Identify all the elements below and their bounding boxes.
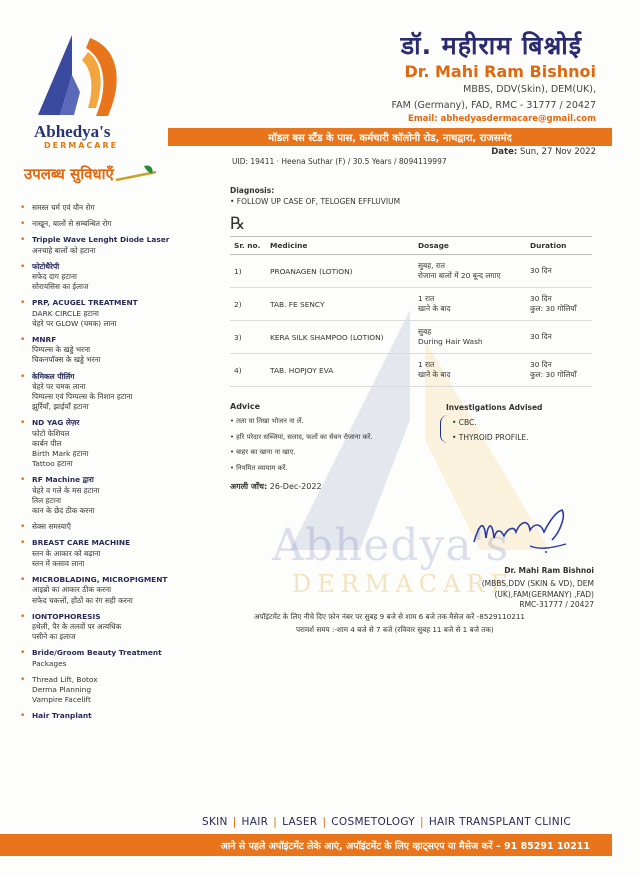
duration-line: कुल: 30 गोलियाँ <box>530 304 577 313</box>
service-title: • केमिकल पीलिंग <box>32 371 75 381</box>
serial-cell: 2) <box>230 288 266 321</box>
sidebar-service-item <box>18 711 198 721</box>
service-separator: | <box>232 816 237 828</box>
service-title: • RF Machine द्वारा <box>32 475 94 485</box>
service-separator: | <box>419 816 424 828</box>
dosage-line: 1 रात <box>418 360 435 369</box>
dosage-line: During Hair Wash <box>418 337 483 346</box>
service-label: COSMETOLOGY <box>331 816 415 828</box>
rx-symbol: ℞ <box>230 214 246 234</box>
dosage-line: सुबह, रात <box>418 261 445 270</box>
sidebar-service-item <box>18 475 198 516</box>
service-line: Birth Mark हटाना <box>32 449 89 459</box>
sidebar-service-item <box>18 418 198 469</box>
service-line: Packages <box>32 658 67 668</box>
diagnosis-value: • FOLLOW UP CASE OF, TELOGEN EFFLUVIUM <box>230 197 401 206</box>
date-line <box>491 147 596 157</box>
service-title: • ND YAG लेज़र <box>32 418 80 428</box>
service-line: स्तन में कसाव लाना <box>32 558 85 568</box>
clinic-logo-icon <box>30 30 130 120</box>
advice-item: • तला या तिखा भोजन ना लें. <box>230 417 304 425</box>
address-bar <box>168 128 612 146</box>
investigations-heading: Investigations Advised <box>446 403 543 412</box>
service-title: • PRP, ACUGEL TREATMENT <box>32 298 138 308</box>
next-visit <box>230 481 322 492</box>
dosage-line: रोजाना बालों में 20 बून्द लगाए <box>418 271 501 280</box>
service-title: • MICROBLADING, MICROPIGMENT <box>32 575 168 585</box>
service-line: स्तन के आकार को बढ़ाना <box>32 548 101 558</box>
duration-line: 30 दिन <box>530 266 552 275</box>
duration-line: 30 दिन <box>530 294 552 303</box>
footer-bar <box>0 834 612 856</box>
sidebar-service-item <box>18 219 198 229</box>
address-text: मॉडल बस स्टैंड के पास, कर्मचारी कॉलोनी रोड, नाथद्वारा, राजसमंद <box>268 133 512 144</box>
service-line: पिम्पल्स एवं पिम्पल्स के निशान हटाना <box>32 392 133 402</box>
services-strip <box>202 816 571 828</box>
sidebar-service-item <box>18 335 198 366</box>
service-title: • Bride/Groom Beauty Treatment <box>32 648 162 658</box>
advice-item: • हरि परेदार सब्जियां, सलाद, फलों का सेवन रोजाना करें. <box>230 432 373 441</box>
serial-cell: 3) <box>230 321 266 354</box>
sidebar-service-item <box>18 648 198 668</box>
doctor-qualification-line2: FAM (Germany), FAD, RMC - 31777 / 20427 <box>391 100 596 111</box>
medicine-cell: TAB. FE SENCY <box>266 288 414 321</box>
patient-info: UID: 19411 · Heena Suthar (F) / 30.5 Years / 8094119997 <box>232 157 447 166</box>
signature-line: RMC-31777 / 20427 <box>519 600 594 609</box>
dosage-line: खाने के बाद <box>418 370 451 379</box>
date-value: Sun, 27 Nov 2022 <box>519 147 596 157</box>
service-title: • BREAST CARE MACHINE <box>32 538 131 548</box>
col-header: Medicine <box>266 237 414 255</box>
signature-qualifications <box>482 579 594 611</box>
dosage-line: खाने के बाद <box>418 304 451 313</box>
duration-cell <box>526 288 592 321</box>
col-header: Duration <box>526 237 592 255</box>
service-separator: | <box>322 816 327 828</box>
diagnosis-heading: Diagnosis: <box>230 186 275 195</box>
service-label: LASER <box>282 816 318 828</box>
sidebar-service-item <box>18 262 198 293</box>
doctor-name-hindi: डॉ. महीराम बिश्नोई <box>400 31 582 60</box>
date-label: Date: <box>491 147 518 157</box>
table-row <box>230 354 592 387</box>
doctor-qualification-line1: MBBS, DDV(Skin), DEM(UK), <box>463 84 596 95</box>
service-line: • Thread Lift, Botox <box>32 674 98 684</box>
next-visit-date: 26-Dec-2022 <box>269 482 322 491</box>
sidebar-service-item <box>18 675 198 706</box>
sidebar-service-item <box>18 522 198 532</box>
duration-cell <box>526 321 592 354</box>
medicine-cell: TAB. HOPJOY EVA <box>266 354 414 387</box>
serial-cell: 1) <box>230 255 266 288</box>
doctor-name-english: Dr. Mahi Ram Bishnoi <box>404 62 596 81</box>
service-title: • IONTOPHORESIS <box>32 611 101 621</box>
table-row <box>230 288 592 321</box>
services-list <box>18 203 198 728</box>
service-line: • नाखून, बालों से सम्बन्धित रोग <box>32 219 112 229</box>
dosage-cell <box>414 255 526 288</box>
watermark-text: Abhedya's <box>272 520 510 571</box>
service-label: HAIR TRANSPLANT CLINIC <box>428 816 571 828</box>
medicine-cell: PROANAGEN (LOTION) <box>266 255 414 288</box>
duration-cell <box>526 354 592 387</box>
dosage-cell <box>414 288 526 321</box>
service-title: • Hair Tranplant <box>32 711 92 721</box>
service-label: HAIR <box>241 816 269 828</box>
table-header-row <box>230 237 592 255</box>
consultation-timing: परामर्श समय :-शाम 4 बजे से 7 बजे (रविवार सुबह 11 बजे से 1 बजे तक) <box>296 625 494 634</box>
service-line: झुर्रियाँ, झाईयाँ हटाना <box>32 402 89 412</box>
next-visit-label: अगली जाँच: <box>230 482 268 491</box>
dosage-line: 1 रात <box>418 294 435 303</box>
serial-cell: 4) <box>230 354 266 387</box>
flute-icon <box>114 162 158 186</box>
service-line: • सेक्स समस्याएँ <box>32 522 71 532</box>
signature-line: (MBBS,DDV (SKIN & VD), DEM <box>481 579 594 588</box>
duration-line: 30 दिन <box>530 360 552 369</box>
appointment-info: अपॉइंटमेंट के लिए नीचे दिए फ़ोन नंबर पर सुबह 9 बजे से शाम 6 बजे तक मैसेज करें -8529110211 <box>254 612 525 621</box>
prescription-table <box>230 236 592 387</box>
advice-heading: Advice <box>230 402 261 411</box>
service-separator: | <box>273 816 278 828</box>
col-header: Sr. no. <box>230 237 266 255</box>
col-header: Dosage <box>414 237 526 255</box>
sidebar-service-item <box>18 203 198 213</box>
investigations-list <box>452 416 529 445</box>
service-line: सोरायसिस का ईलाज <box>32 282 89 292</box>
table-row <box>230 321 592 354</box>
signature-line: (UK),FAM(GERMANY) ,FAD) <box>494 589 594 599</box>
dosage-line: सुबह <box>418 327 432 336</box>
advice-item: • नियमित व्यायाम करें. <box>230 463 288 472</box>
doctor-signature <box>470 502 580 562</box>
medicine-cell: KERA SILK SHAMPOO (LOTION) <box>266 321 414 354</box>
sidebar-service-item <box>18 575 198 606</box>
sidebar-header <box>24 162 158 186</box>
signature-name: Dr. Mahi Ram Bishnoi <box>504 566 594 575</box>
sidebar-service-item <box>18 372 198 413</box>
service-line: Derma Planning <box>32 684 92 694</box>
sidebar-service-item <box>18 612 198 643</box>
table-row <box>230 255 592 288</box>
duration-line: कुल: 30 गोलियाँ <box>530 370 577 379</box>
service-line: चेहरे पर GLOW (चमक) लाना <box>32 318 117 328</box>
service-title: • Tripple Wave Lenght Diode Laser <box>32 235 170 245</box>
sidebar-service-item <box>18 538 198 569</box>
sidebar-title: उपलब्ध सुविधाएँ <box>24 165 114 183</box>
handwritten-brace <box>440 415 448 443</box>
dosage-cell <box>414 321 526 354</box>
service-line: Vampire Facelift <box>32 695 91 705</box>
service-line: Tattoo हटाना <box>32 459 73 469</box>
service-line: तिल हटाना <box>32 495 62 505</box>
service-line: कान के छेद ठीक करना <box>32 506 95 516</box>
service-label: SKIN <box>202 816 228 828</box>
brand-name: Abhedya's <box>34 122 111 141</box>
duration-line: 30 दिन <box>530 332 552 341</box>
service-line: चेहरे व गले के मस हटाना <box>32 485 100 495</box>
service-line: कार्बन पील <box>32 438 62 448</box>
service-line: DARK CIRCLE हटाना <box>32 308 99 318</box>
investigation-item: • THYROID PROFILE. <box>452 432 529 442</box>
service-line: चेहरे पर चमक लाना <box>32 381 86 391</box>
doctor-email: Email: abhedyasdermacare@gmail.com <box>408 114 596 124</box>
dosage-cell <box>414 354 526 387</box>
service-line: आइब्रो का आकार ठीक करना <box>32 585 112 595</box>
advice-item: • बाहर का खाना ना खाए. <box>230 448 296 456</box>
service-line: पिम्पल्स के खड्डे भरना <box>32 345 91 355</box>
service-title: • MNRF <box>32 335 57 345</box>
investigation-item: • CBC. <box>452 418 477 427</box>
watermark-subtext: DERMACARE <box>292 570 515 598</box>
service-line: सफेद दाग हटाना <box>32 272 77 282</box>
brand-subtitle: DERMACARE <box>44 141 119 150</box>
service-line: हथेली, पैर के तलवों पर अत्यधिक <box>32 621 122 631</box>
service-line: • समस्त चर्म एवं यौन रोग <box>32 203 95 212</box>
service-line: फोटो फेशियल <box>32 428 70 438</box>
sidebar-service-item <box>18 298 198 329</box>
service-line: पसीने का इलाज <box>32 632 76 642</box>
sidebar-service-item <box>18 235 198 255</box>
duration-cell <box>526 255 592 288</box>
service-line: चिकनपॉक्स के खड्डे भरना <box>32 355 101 365</box>
advice-list <box>230 414 373 476</box>
service-line: अनचाहे बालों को हटाना <box>32 245 96 255</box>
service-title: • फोटोथैरेपी <box>32 261 60 271</box>
service-line: सफेद चकत्तों, होंठों का रंग सही करना <box>32 595 133 605</box>
footer-text: आने से पहले अपॉइंटमेंट लेके आएं, अपॉइंटमेंट के लिए व्हाट्सएप या मैसेज करें – 91 85291 10211 <box>220 840 590 852</box>
